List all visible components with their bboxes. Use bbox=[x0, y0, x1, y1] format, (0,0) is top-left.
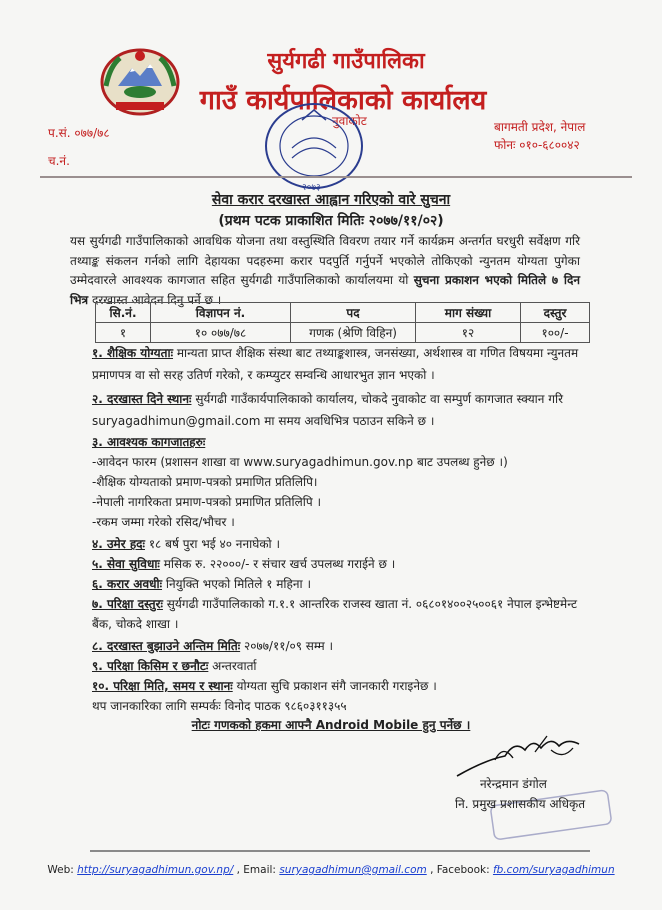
section-age bbox=[92, 534, 592, 554]
section-documents bbox=[92, 432, 592, 532]
age-heading: ४. उमेर हदः bbox=[92, 537, 145, 551]
cell-ad-no: १० ०७७/७८ bbox=[151, 323, 291, 343]
reference-number: प.सं. ०७७/७८ bbox=[48, 126, 110, 140]
deadline-text: २०७७/११/०९ सम्म । bbox=[243, 639, 334, 653]
office-stamp-icon bbox=[262, 98, 366, 194]
col-fee: दस्तुर bbox=[521, 303, 590, 323]
facebook-link[interactable]: fb.com/suryagadhimun bbox=[492, 864, 615, 876]
office-name: गाउँ कार्यपालिकाको कार्यालय bbox=[199, 85, 487, 116]
section-facility bbox=[92, 554, 592, 574]
intro-text: यस सुर्यगढी गाउँपालिकाको आवधिक योजना तथा वस्तुस्थिति विवरण तयार गर्ने कार्यक्रम अन्तर्गत घरधुरी सर्वेक्षण गरि तथ्याङ्क संकलन गर्नको लागि देहायका पदहरुमा करार पदपुर्ति गर्नुपर्ने भएकोले तोकिएको न्युनतम योग्यता पुगेका उम्मेदवारले आवश्यक कागजात सहित सुर्यगढी गाउँपालिकाको कार्यालयमा यो bbox=[70, 234, 580, 287]
municipality-name: सुर्यगढी गाउँपालिका bbox=[267, 49, 425, 74]
province-address: बागमती प्रदेश, नेपाल bbox=[494, 120, 586, 134]
list-item: -रकम जम्मा गरेको रसिद/भौचर । bbox=[92, 515, 235, 529]
contract-period-heading: ६. करार अवधीः bbox=[92, 577, 163, 591]
cell-fee: १००/- bbox=[521, 323, 590, 343]
section-exam-fee bbox=[92, 594, 592, 634]
intro-deadline: सुचना प्रकाशन भएको मितिले ७ दिन भित्र bbox=[70, 273, 580, 307]
cell-sn: १ bbox=[96, 323, 151, 343]
table-row bbox=[96, 323, 590, 343]
exam-schedule-text: योग्यता सुचि प्रकाशन संगै जानकारी गराइनेछ । bbox=[236, 679, 437, 693]
cell-demand: १२ bbox=[416, 323, 521, 343]
signature-icon bbox=[455, 730, 585, 780]
web-label: Web: bbox=[47, 864, 74, 876]
website-link[interactable]: http://suryagadhimun.gov.np/ bbox=[77, 864, 234, 876]
list-item: -नेपाली नागरिकता प्रमाण-पत्रको प्रमाणित प्रतिलिपि । bbox=[92, 495, 322, 509]
exam-type-heading: ९. परिक्षा किसिम र छनौटः bbox=[92, 659, 209, 673]
col-demand: माग संख्या bbox=[416, 303, 521, 323]
section-exam-type bbox=[92, 656, 592, 676]
exam-type-text: अन्तरवार्ता bbox=[212, 659, 257, 673]
table-header-row bbox=[96, 303, 590, 323]
col-post: पद bbox=[291, 303, 416, 323]
exam-schedule-heading: १०. परिक्षा मिति, समय र स्थानः bbox=[92, 679, 233, 693]
dispatch-number: च.नं. bbox=[48, 154, 70, 168]
list-item: -आवेदन फारम (प्रशासन शाखा वा www.suryagadhimun.gov.np बाट उपलब्ध हुनेछ ।) bbox=[92, 455, 508, 469]
stamp-year: २०७३ bbox=[302, 183, 321, 193]
notice-subject: सेवा करार दरखास्त आह्वान गरिएको वारे सुचना bbox=[211, 192, 451, 208]
section-contract-period bbox=[92, 574, 592, 594]
notice-note: नोटः गणकको हकमा आफ्नै Android Mobile हुनु पर्नेछ । bbox=[191, 718, 471, 732]
submission-place-heading: २. दरखास्त दिने स्थानः bbox=[92, 392, 192, 406]
qualification-heading: १. शैक्षिक योग्यताः bbox=[92, 346, 174, 360]
facebook-label: , Facebook: bbox=[430, 864, 490, 876]
signatory-title: नि. प्रमुख प्रशासकीय अधिकृत bbox=[455, 797, 586, 811]
publish-date: (प्रथम पटक प्राकाशित मितिः २०७७/११/०२) bbox=[218, 213, 444, 229]
email-link[interactable]: suryagadhimun@gmail.com bbox=[279, 864, 427, 876]
footer-divider bbox=[90, 850, 590, 852]
submission-place-text: सुर्यगढी गाउँकार्यपालिकाको कार्यालय, चोकदे नुवाकोट वा सम्पुर्ण कागजात स्क्यान गरि suryagadhimun@gmail.com मा समय अवधिभित्र पठाउन सकिने छ । bbox=[92, 392, 564, 428]
office-location: नुवाकोट bbox=[332, 114, 367, 128]
list-item: -शैक्षिक योग्यताको प्रमाण-पत्रको प्रमाणित प्रतिलिपि। bbox=[92, 475, 318, 489]
deadline-heading: ८. दरखास्त बुझाउने अन्तिम मितिः bbox=[92, 639, 241, 653]
posts-table bbox=[95, 302, 590, 343]
col-ad-no: विज्ञापन नं. bbox=[151, 303, 291, 323]
section-submission-place bbox=[92, 388, 592, 432]
email-label: , Email: bbox=[236, 864, 276, 876]
qualification-text: मान्यता प्राप्त शैक्षिक संस्था बाट तथ्याङ्कशास्त्र, जनसंख्या, अर्थशास्त्र वा गणित विषयमा न्युनतम प्रमाणपत्र वा सो सरह उतिर्ण गरेको, र कम्प्युटर सम्वन्धि आधारभुत ज्ञान भएको । bbox=[92, 346, 579, 382]
cell-post: गणक (श्रेणि विहिन) bbox=[291, 323, 416, 343]
facility-heading: ५. सेवा सुविधाः bbox=[92, 557, 160, 571]
exam-fee-text: सुर्यगढी गाउँपालिकाको ग.१.१ आन्तरिक राजस्व खाता नं. ०६८०१४००२५००६१ नेपाल इन्भेष्टमेन्ट बैंक, चोकदे शाखा । bbox=[92, 597, 578, 631]
col-sn: सि.नं. bbox=[96, 303, 151, 323]
contract-period-text: नियुक्ति भएको मितिले १ महिना । bbox=[165, 577, 312, 591]
age-text: १८ बर्ष पुरा भई ४० ननाघेको । bbox=[148, 537, 281, 551]
office-phone: फोनः ०१०-६८००४२ bbox=[494, 138, 580, 152]
intro-text-end: दरखास्त आवेदन दिनु पर्ने छ । bbox=[92, 292, 222, 307]
section-qualification bbox=[92, 342, 592, 386]
header-divider bbox=[40, 176, 632, 178]
documents-heading: ३. आवश्यक कागजातहरुः bbox=[92, 435, 206, 449]
facility-text: मसिक रु. २२०००/- र संचार खर्च उपलब्ध गराईने छ । bbox=[163, 557, 396, 571]
section-exam-schedule bbox=[92, 676, 592, 696]
section-deadline bbox=[92, 636, 592, 656]
exam-fee-heading: ७. परिक्षा दस्तुरः bbox=[92, 597, 163, 611]
notice-intro bbox=[70, 232, 580, 310]
footer bbox=[0, 864, 662, 876]
signatory-name: नरेन्द्रमान डंगोल bbox=[480, 777, 547, 791]
contact-info: थप जानकारिका लागि सम्पर्कः विनोद पाठक ९८६०३११३५५ bbox=[92, 699, 347, 713]
